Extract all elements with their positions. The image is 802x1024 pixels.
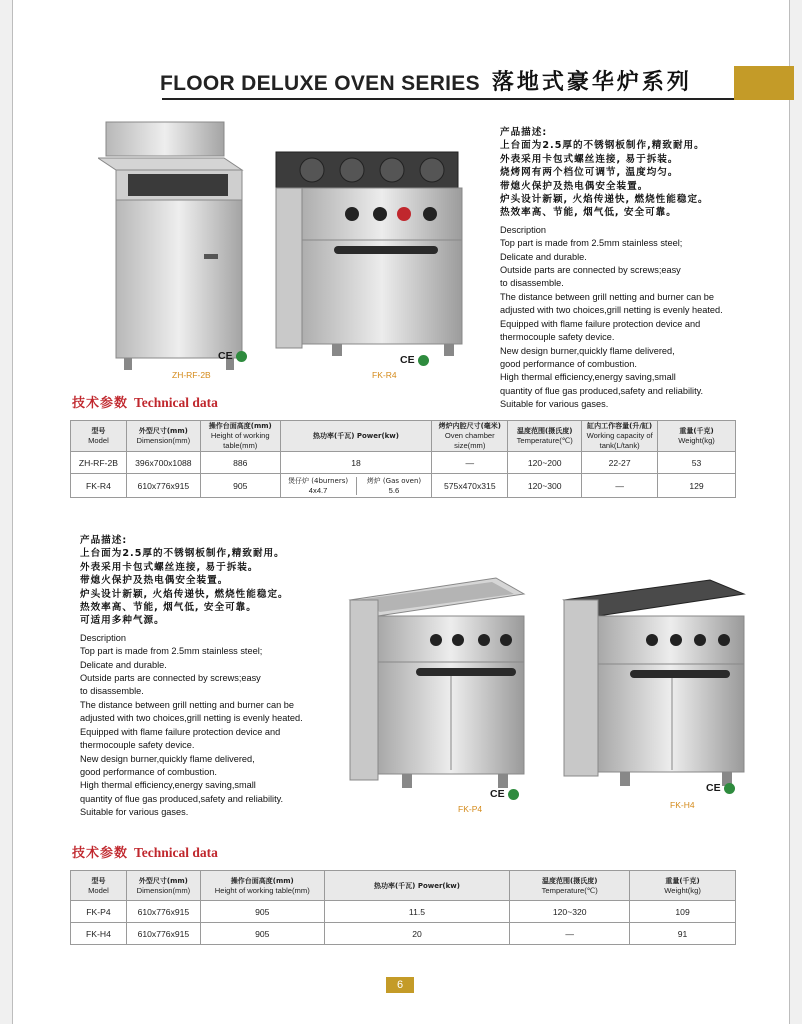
gold-accent-block <box>734 66 794 100</box>
desc-en-line: Description <box>80 632 126 643</box>
ce-text: CE <box>706 782 721 794</box>
page-title <box>160 64 692 96</box>
page-edge-left <box>0 0 13 1024</box>
page-number: 6 <box>386 977 414 993</box>
table-row <box>71 923 736 945</box>
table-row <box>71 901 736 923</box>
desc-en-line: New design burner,quickly flame delivered, <box>80 753 255 764</box>
desc-en-line: New design burner,quickly flame delivered, <box>500 345 675 356</box>
desc-en-line: Outside parts are connected by screws;easy <box>500 265 681 276</box>
header-power: 热功率(千瓦) Power(kw) <box>280 421 432 452</box>
cell-height: 905 <box>200 901 324 923</box>
cell-capacity: — <box>582 474 658 498</box>
desc-zh-line: 外表采用卡包式螺丝连接, 易于拆装。 <box>500 153 679 165</box>
desc-en-line: adjusted with two choices,grill netting is evenly heated. <box>500 305 723 316</box>
desc-zh-line: 产品描述: <box>500 127 548 138</box>
desc-en-line: Delicate and durable. <box>80 659 167 670</box>
desc-en-line: to disassemble. <box>80 686 144 697</box>
ce-text: CE <box>400 354 415 366</box>
desc-en-line: Suitable for various gases. <box>500 399 609 410</box>
ce-mark-fk-h4 <box>706 782 735 794</box>
cell-dimension: 610x776x915 <box>126 901 200 923</box>
desc-en-line: Top part is made from 2.5mm stainless steel; <box>80 646 263 657</box>
desc-zh-line: 带熄火保护及热电偶安全装置。 <box>500 180 649 192</box>
spec-table-2 <box>70 870 736 945</box>
header-height: 操作台面高度(mm) Height of working table(mm) <box>200 421 280 452</box>
spec-table-1 <box>70 420 736 498</box>
desc-en-line: thermocouple safety device. <box>80 740 195 751</box>
cell-temperature: 120~300 <box>508 474 582 498</box>
desc-en-line: High thermal efficiency,energy saving,small <box>80 780 256 791</box>
ce-text: CE <box>490 788 505 800</box>
fryer-image-zh-rf-2b <box>98 118 248 380</box>
desc-en-line: good performance of combustion. <box>500 358 637 369</box>
desc-zh-line: 上台面为2.5厚的不锈钢板制作,精致耐用。 <box>80 548 285 560</box>
desc-zh-line: 炉头设计新颖, 火焰传递快, 燃烧性能稳定。 <box>500 194 709 206</box>
tech-heading-en: Technical data <box>134 395 218 410</box>
technical-data-heading-1 <box>72 392 218 411</box>
header-model: 型号 Model <box>71 421 127 452</box>
caption-fk-h4: FK-H4 <box>670 800 695 810</box>
desc-en-line: Description <box>500 224 546 235</box>
header-temperature: 温度范围(摄氏度) Temperature(℃) <box>510 871 630 901</box>
header-oven-size: 烤炉内腔尺寸(毫米) Oven chamber size(mm) <box>432 421 508 452</box>
header-height: 操作台面高度(mm) Height of working table(mm) <box>200 871 324 901</box>
cell-height: 905 <box>200 474 280 498</box>
cell-temperature: 120~200 <box>508 452 582 474</box>
cell-power <box>280 474 432 498</box>
tech-heading-en: Technical data <box>134 845 218 860</box>
page-edge-right <box>789 0 802 1024</box>
cell-oven: — <box>432 452 508 474</box>
desc-en-line: The distance between grill netting and burner can be <box>500 291 715 302</box>
header-weight: 重量(千克) Weight(kg) <box>658 421 736 452</box>
ce-mark-zh-rf-2b <box>218 350 247 362</box>
ce-mark-fk-r4 <box>400 354 429 366</box>
desc-zh-line: 烧烤网有两个档位可调节, 温度均匀。 <box>500 167 679 179</box>
caption-fk-r4: FK-R4 <box>372 370 397 380</box>
desc-zh-line: 热效率高、节能, 烟气低, 安全可靠。 <box>500 207 677 219</box>
caption-fk-p4: FK-P4 <box>458 804 483 814</box>
desc-en-line: thermocouple safety device. <box>500 332 615 343</box>
cell-dimension: 396x700x1088 <box>126 452 200 474</box>
oven-label: 烤炉 (Gas oven) <box>366 476 422 485</box>
caption-zh-rf-2b: ZH-RF-2B <box>172 370 211 380</box>
header-model: 型号 Model <box>71 871 127 901</box>
tech-heading-zh: 技术参数 <box>72 396 129 411</box>
header-dimension: 外型尺寸(mm) Dimension(mm) <box>126 421 200 452</box>
desc-en-line: Outside parts are connected by screws;easy <box>80 673 261 684</box>
desc-en-line: Equipped with flame failure protection device and <box>500 318 701 329</box>
desc-zh-line: 可适用多种气源。 <box>80 615 165 627</box>
desc-en-line: good performance of combustion. <box>80 766 217 777</box>
recycle-icon <box>724 783 735 794</box>
cell-weight: 129 <box>658 474 736 498</box>
title-underline <box>162 98 740 100</box>
oven-value: 5.6 <box>388 485 400 495</box>
desc-en-line: High thermal efficiency,energy saving,small <box>500 372 676 383</box>
desc-zh-line: 产品描述: <box>80 535 128 546</box>
table-header-row <box>71 871 736 901</box>
cell-weight: 53 <box>658 452 736 474</box>
desc-en-line: Delicate and durable. <box>500 251 587 262</box>
table-row <box>71 474 736 498</box>
cell-oven: 575x470x315 <box>432 474 508 498</box>
ce-text: CE <box>218 350 233 362</box>
recycle-icon <box>236 351 247 362</box>
cell-model: ZH-RF-2B <box>71 452 127 474</box>
desc-zh-line: 热效率高、节能, 烟气低, 安全可靠。 <box>80 602 257 614</box>
description-block-2 <box>80 534 350 820</box>
griddle-image-fk-p4 <box>346 570 528 800</box>
cell-weight: 91 <box>630 923 736 945</box>
desc-en-line: Suitable for various gases. <box>80 807 189 818</box>
desc-en-line: The distance between grill netting and burner can be <box>80 699 295 710</box>
cell-model: FK-P4 <box>71 901 127 923</box>
description-block-1 <box>500 126 790 412</box>
technical-data-heading-2 <box>72 842 218 861</box>
desc-zh-line: 外表采用卡包式螺丝连接, 易于拆装。 <box>80 561 259 573</box>
cell-power: 20 <box>324 923 510 945</box>
burner-value: 4x4.7 <box>308 485 328 495</box>
recycle-icon <box>418 355 429 366</box>
desc-en-line: adjusted with two choices,grill netting is evenly heated. <box>80 713 303 724</box>
header-temperature: 温度范围(摄氏度) Temperature(℃) <box>508 421 582 452</box>
desc-en-line: to disassemble. <box>500 278 564 289</box>
header-dimension: 外型尺寸(mm) Dimension(mm) <box>126 871 200 901</box>
cell-power: 18 <box>280 452 432 474</box>
desc-en-line: quantity of flue gas produced,safety and reliability. <box>80 793 284 804</box>
charbroiler-image-fk-h4 <box>560 574 750 794</box>
cell-height: 886 <box>200 452 280 474</box>
table-header-row <box>71 421 736 452</box>
title-english: FLOOR DELUXE OVEN SERIES <box>160 72 480 95</box>
header-power: 热功率(千瓦) Power(kw) <box>324 871 510 901</box>
desc-zh-line: 炉头设计新颖, 火焰传递快, 燃烧性能稳定。 <box>80 588 289 600</box>
burner-label: 煲仔炉 (4burners) <box>288 476 349 485</box>
cell-height: 905 <box>200 923 324 945</box>
cell-temperature: — <box>510 923 630 945</box>
recycle-icon <box>508 789 519 800</box>
header-capacity: 缸内工作容量(升/缸) Working capacity of tank(L/tank) <box>582 421 658 452</box>
tech-heading-zh: 技术参数 <box>72 846 129 861</box>
desc-zh-line: 带熄火保护及热电偶安全装置。 <box>80 575 229 587</box>
cell-model: FK-H4 <box>71 923 127 945</box>
cell-capacity: 22-27 <box>582 452 658 474</box>
table-row <box>71 452 736 474</box>
title-chinese: 落地式豪华炉系列 <box>491 70 692 95</box>
header-weight: 重量(千克) Weight(kg) <box>630 871 736 901</box>
cell-model: FK-R4 <box>71 474 127 498</box>
cell-temperature: 120~320 <box>510 901 630 923</box>
cell-dimension: 610x776x915 <box>126 474 200 498</box>
desc-en-line: Equipped with flame failure protection device and <box>80 726 281 737</box>
desc-en-line: Top part is made from 2.5mm stainless steel; <box>500 238 683 249</box>
desc-zh-line: 上台面为2.5厚的不锈钢板制作,精致耐用。 <box>500 140 705 152</box>
desc-en-line: quantity of flue gas produced,safety and reliability. <box>500 385 704 396</box>
cell-weight: 109 <box>630 901 736 923</box>
ce-mark-fk-p4 <box>490 788 519 800</box>
range-oven-image-fk-r4 <box>272 148 464 360</box>
cell-power: 11.5 <box>324 901 510 923</box>
cell-dimension: 610x776x915 <box>126 923 200 945</box>
